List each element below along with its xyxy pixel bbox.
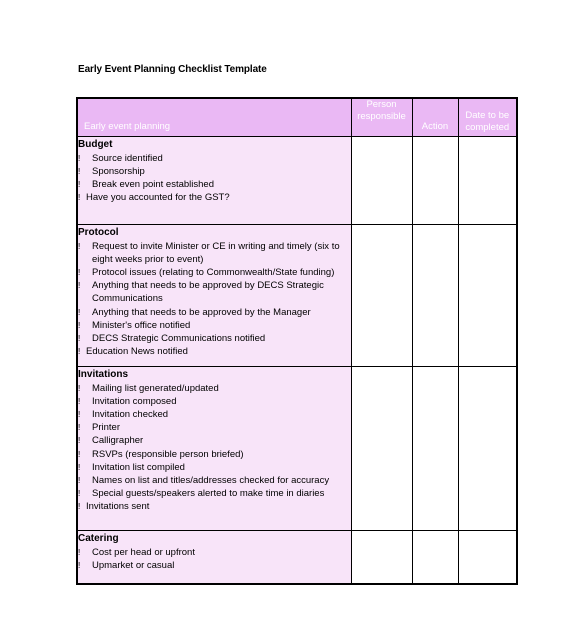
list-item: ! Protocol issues (relating to Commonwealth/State funding) (78, 266, 335, 278)
catering-content (78, 531, 351, 583)
list-item: ! Special guests/speakers alerted to make time in diaries (78, 488, 325, 500)
table-row (77, 136, 517, 224)
list-item: ! Cost per head or upfront (78, 546, 195, 558)
list-item: ! Anything that needs to be approved by DECS Strategic Communications (78, 280, 324, 305)
page-title: Early Event Planning Checklist Template (78, 64, 267, 75)
section-title: Protocol (78, 226, 119, 238)
header-date-to-be-completed: Date to be completed (458, 98, 517, 136)
bullet-icon: ! (78, 423, 81, 433)
bullet-icon: ! (78, 560, 81, 570)
bullet-icon: ! (78, 241, 81, 251)
bullet-icon: ! (78, 396, 81, 406)
list-item: ! Mailing list generated/updated (78, 382, 219, 394)
date-cell[interactable] (458, 366, 517, 530)
list-item: ! Request to invite Minister or CE in writing and timely (six to eight weeks prior to event) (78, 240, 340, 265)
date-cell[interactable] (458, 224, 517, 366)
person-responsible-cell[interactable] (351, 224, 412, 366)
section-title: Budget (78, 138, 113, 150)
action-cell[interactable] (412, 530, 458, 584)
list-item: ! Education News notified (78, 346, 188, 358)
list-item: ! Printer (78, 422, 120, 434)
bullet-icon: ! (78, 409, 81, 419)
bullet-icon: ! (78, 347, 81, 357)
list-item: ! Minister's office notified (78, 319, 191, 331)
bullet-icon: ! (78, 475, 81, 485)
section-protocol (77, 224, 351, 366)
header-early-event-planning: Early event planning (77, 98, 351, 136)
table-row (77, 366, 517, 530)
bullet-icon: ! (78, 267, 81, 277)
list-item: ! Break even point established (78, 178, 214, 190)
list-item: ! RSVPs (responsible person briefed) (78, 448, 244, 460)
bullet-icon: ! (78, 383, 81, 393)
list-item: ! Invitation list compiled (78, 461, 185, 473)
bullet-icon: ! (78, 436, 81, 446)
bullet-icon: ! (78, 153, 81, 163)
table-header-row (77, 98, 517, 136)
list-item: ! Calligrapher (78, 435, 144, 447)
bullet-icon: ! (78, 281, 81, 291)
bullet-icon: ! (78, 307, 81, 317)
action-cell[interactable] (412, 366, 458, 530)
list-item: ! Invitation composed (78, 395, 177, 407)
checklist-table (76, 97, 518, 585)
list-item: ! Invitation checked (78, 408, 169, 420)
bullet-icon: ! (78, 333, 81, 343)
list-item: ! Anything that needs to be approved by the Manager (78, 306, 311, 318)
bullet-icon: ! (78, 193, 81, 203)
table-row (77, 224, 517, 366)
bullet-icon: ! (78, 320, 81, 330)
bullet-icon: ! (78, 502, 81, 512)
bullet-icon: ! (78, 547, 81, 557)
list-item: ! Upmarket or casual (78, 559, 175, 571)
list-item: ! Names on list and titles/addresses checked for accuracy (78, 474, 330, 486)
bullet-icon: ! (78, 489, 81, 499)
person-responsible-cell[interactable] (351, 530, 412, 584)
date-cell[interactable] (458, 530, 517, 584)
action-cell[interactable] (412, 224, 458, 366)
person-responsible-cell[interactable] (351, 136, 412, 224)
person-responsible-cell[interactable] (351, 366, 412, 530)
list-item: ! Have you accounted for the GST? (78, 192, 230, 204)
section-invitations (77, 366, 351, 530)
bullet-icon: ! (78, 179, 81, 189)
table-row (77, 530, 517, 584)
header-action: Action (412, 98, 458, 136)
list-item: ! DECS Strategic Communications notified (78, 332, 266, 344)
section-title: Catering (78, 532, 119, 544)
list-item: ! Sponsorship (78, 165, 145, 177)
date-cell[interactable] (458, 136, 517, 224)
section-catering (77, 530, 351, 584)
bullet-icon: ! (78, 449, 81, 459)
list-item: ! Invitations sent (78, 501, 150, 513)
section-title: Invitations (78, 368, 129, 380)
section-budget (77, 136, 351, 224)
action-cell[interactable] (412, 136, 458, 224)
header-person-responsible: Person responsible (351, 98, 412, 136)
list-item: ! Source identified (78, 152, 163, 164)
bullet-icon: ! (78, 462, 81, 472)
bullet-icon: ! (78, 166, 81, 176)
